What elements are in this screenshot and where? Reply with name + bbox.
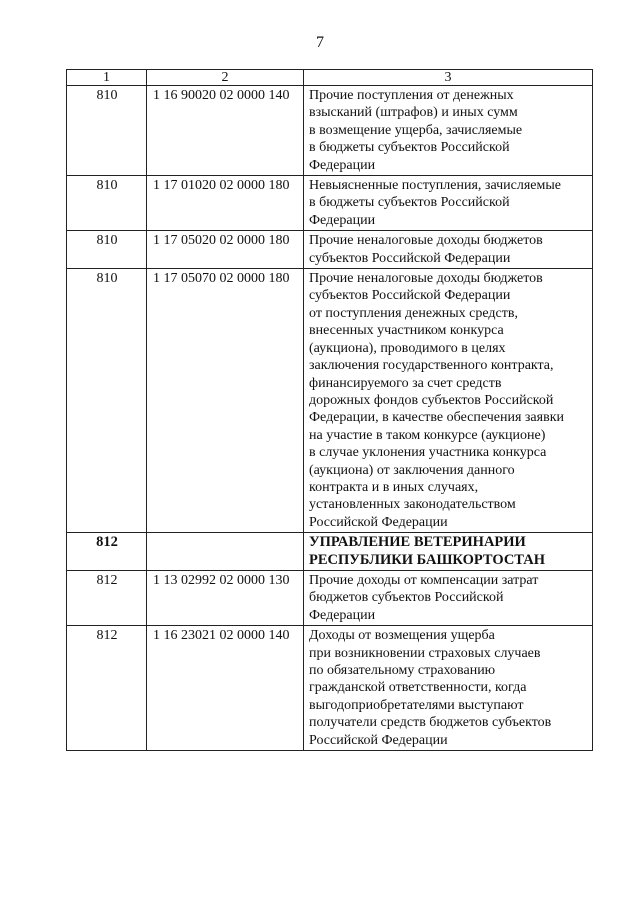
revenue-name-line: Федерации (309, 157, 376, 173)
table-row (67, 533, 593, 571)
revenue-name-line: финансируемого за счет средств (309, 375, 502, 391)
revenue-name-line: контракта и в иных случаях, (309, 479, 479, 495)
revenue-name-line: Прочие неналоговые доходы бюджетов (309, 271, 543, 287)
revenue-code-cell (147, 533, 304, 571)
revenue-name-line: установленных законодательством (309, 497, 516, 513)
table-body (67, 86, 593, 751)
header-col-1: 1 (67, 70, 147, 86)
admin-code-cell: 812 (67, 626, 147, 751)
revenue-name-line: заключения государственного контракта, (309, 358, 554, 374)
revenue-name-cell (304, 231, 593, 269)
revenue-name-line: Российской Федерации (309, 732, 448, 748)
revenue-name-line: в бюджеты субъектов Российской (309, 140, 510, 156)
revenue-name-line: Российской Федерации (309, 514, 448, 530)
admin-code-cell: 810 (67, 176, 147, 231)
revenue-name-line: дорожных фондов субъектов Российской (309, 392, 554, 408)
revenue-name-line: Федерации (309, 607, 376, 623)
header-col-2: 2 (147, 70, 304, 86)
table-row (67, 176, 593, 231)
revenue-name-line: получатели средств бюджетов субъектов (309, 715, 552, 731)
table-row (67, 570, 593, 625)
table-row (67, 231, 593, 269)
revenue-name-cell (304, 176, 593, 231)
revenue-code-cell: 1 16 90020 02 0000 140 (147, 86, 304, 176)
header-col-3: 3 (304, 70, 593, 86)
revenue-name-line: на участие в таком конкурсе (аукционе) (309, 427, 546, 443)
admin-code-cell: 812 (67, 570, 147, 625)
revenue-code-cell: 1 17 05070 02 0000 180 (147, 269, 304, 533)
revenue-name-line: РЕСПУБЛИКИ БАШКОРТОСТАН (309, 551, 546, 568)
revenue-name-cell (304, 570, 593, 625)
admin-code-cell: 810 (67, 269, 147, 533)
revenue-code-cell: 1 16 23021 02 0000 140 (147, 626, 304, 751)
revenue-name-line: субъектов Российской Федерации (309, 250, 511, 266)
table-row (67, 269, 593, 533)
revenue-name-line: Прочие поступления от денежных (309, 88, 514, 103)
revenue-name-line: Прочие доходы от компенсации затрат (309, 572, 539, 588)
revenue-name-cell (304, 626, 593, 751)
revenue-name-line: субъектов Российской Федерации (309, 288, 511, 304)
revenue-name-cell (304, 269, 593, 533)
admin-code-cell: 810 (67, 86, 147, 176)
revenue-name-line: в возмещение ущерба, зачисляемые (309, 122, 523, 138)
revenue-code-cell: 1 13 02992 02 0000 130 (147, 570, 304, 625)
revenue-name-cell (304, 533, 593, 571)
page-number: 7 (316, 34, 324, 51)
revenue-name-line: Доходы от возмещения ущерба (309, 628, 495, 644)
table-row (67, 626, 593, 751)
revenue-code-cell: 1 17 01020 02 0000 180 (147, 176, 304, 231)
admin-code-cell: 812 (67, 533, 147, 571)
revenue-name-line: от поступления денежных средств, (309, 305, 518, 321)
revenue-name-line: (аукциона), проводимого в целях (309, 340, 506, 356)
admin-code-cell: 810 (67, 231, 147, 269)
revenue-name-line: Федерации, в качестве обеспечения заявки (309, 410, 564, 426)
revenue-name-line: бюджетов субъектов Российской (309, 590, 504, 606)
revenue-name-line: выгодоприобретателями выступают (309, 697, 524, 713)
table-row (67, 86, 593, 176)
table-header-row (67, 70, 593, 86)
revenue-name-line: Федерации (309, 212, 376, 228)
revenue-name-line: при возникновении страховых случаев (309, 645, 541, 661)
revenue-name-line: УПРАВЛЕНИЕ ВЕТЕРИНАРИИ (309, 534, 526, 551)
revenue-name-line: по обязательному страхованию (309, 663, 496, 678)
revenue-name-line: Прочие неналоговые доходы бюджетов (309, 233, 543, 249)
revenue-name-line: (аукциона) от заключения данного (309, 462, 515, 478)
revenue-code-cell: 1 17 05020 02 0000 180 (147, 231, 304, 269)
revenue-name-line: гражданской ответственности, когда (309, 680, 527, 696)
revenue-name-line: в случае уклонения участника конкурса (309, 445, 547, 461)
revenue-name-line: в бюджеты субъектов Российской (309, 195, 510, 211)
revenue-name-line: внесенных участником конкурса (309, 323, 504, 339)
revenue-name-cell (304, 86, 593, 176)
revenue-codes-table (66, 69, 593, 751)
revenue-name-line: Невыясненные поступления, зачисляемые (309, 178, 561, 194)
revenue-name-line: взысканий (штрафов) и иных сумм (309, 105, 518, 121)
